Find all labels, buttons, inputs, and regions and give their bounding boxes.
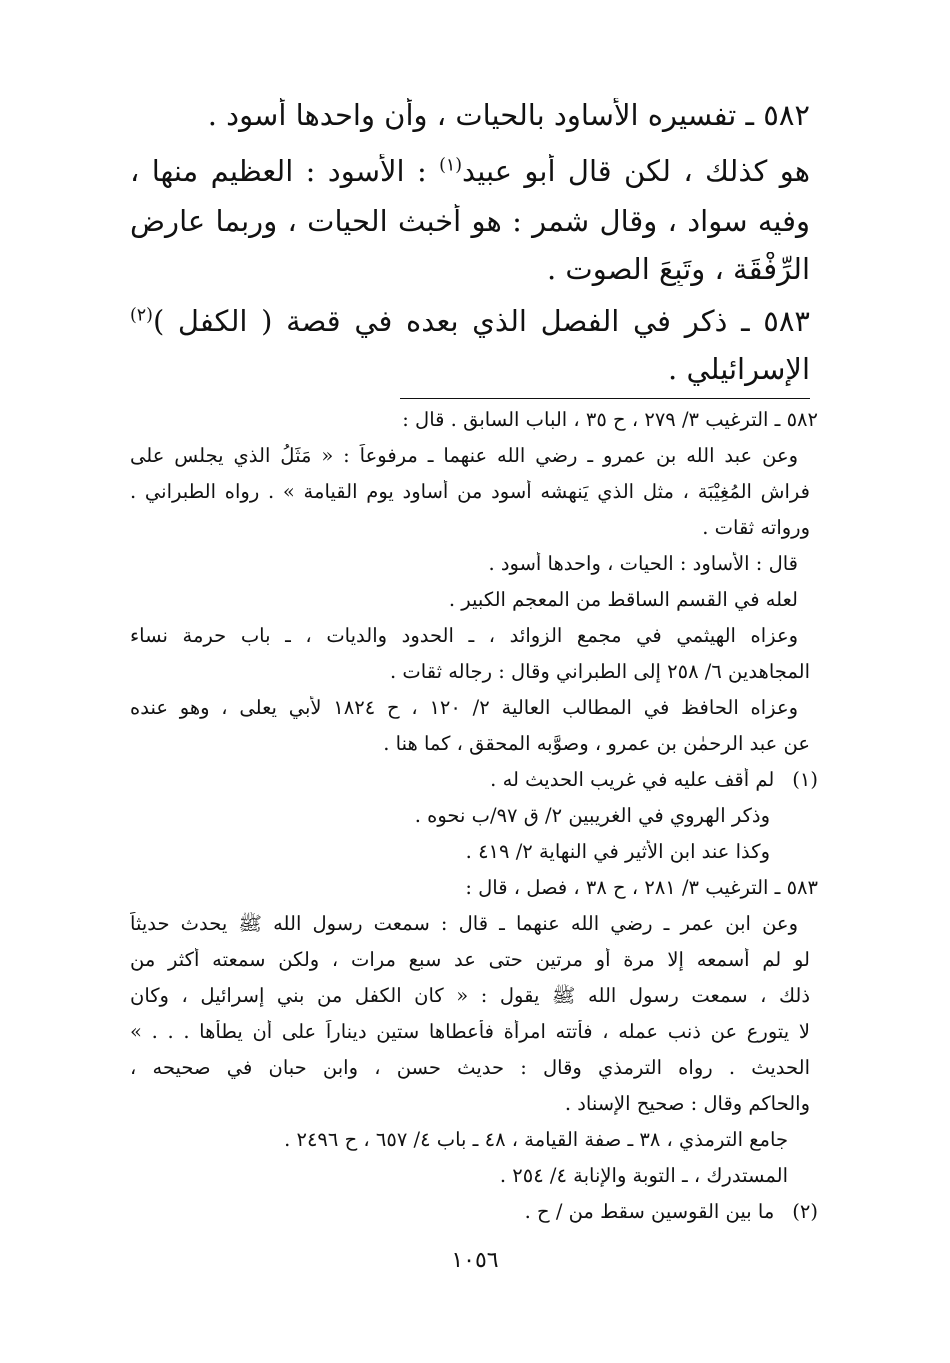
footnote-separator: [400, 398, 810, 399]
footnote-2-number: (٢): [792, 1200, 818, 1223]
fn-line: والحاكم وقال : صحيح الإسناد .: [564, 1092, 810, 1115]
page-number: ١٠٥٦: [451, 1248, 499, 1273]
footnote-1-number: (١): [792, 768, 818, 791]
fn-line: جامع الترمذي ، ٣٨ ـ صفة القيامة ، ٤٨ ـ باب ٤/ ٦٥٧ ، ح ٢٤٩٦ .: [284, 1128, 788, 1151]
fn-line: الحديث . رواه الترمذي وقال : حديث حسن ، وابن حبان في صحيحه ،: [130, 1056, 810, 1079]
fn-line: لا يتورع عن ذنب عمله ، فأتته امرأة فأعطاها ستين ديناراً على أن يطأها . . . »: [130, 1020, 810, 1043]
footnote-1-text: لم أقف عليه في غريب الحديث له .: [490, 768, 775, 791]
footnote-2: [130, 1200, 818, 1223]
heading-582: ٥٨٢ ـ تفسيره الأساود بالحيات ، وأن واحدها أسود .: [207, 98, 810, 132]
fn-line: وعزاه الحافظ في المطالب العالية ٢/ ١٢٠ ، ح ١٨٢٤ لأبي يعلى ، وهو عنده: [130, 696, 798, 719]
fn-line: لو لم أسمعه إلا مرة أو مرتين حتى عد سبع مرات ، ولكن سمعته أكثر من: [130, 948, 810, 971]
fn-line: المستدرك ، ـ التوبة والإنابة ٤/ ٢٥٤ .: [499, 1164, 788, 1187]
fn-line: وعزاه الهيثمي في مجمع الزوائد ، ـ الحدود والديات ، ـ باب حرمة نساء: [130, 624, 798, 647]
fn-583-source: ٥٨٣ ـ الترغيب ٣/ ٢٨١ ، ح ٣٨ ، فصل ، قال :: [465, 876, 818, 899]
fn-line: ورواته ثقات .: [702, 516, 810, 539]
footnote-2-text: ما بين القوسين سقط من / ح .: [524, 1200, 775, 1223]
main-line-2: وفيه سواد ، وقال شمر : هو أخبث الحيات ، وربما عارض: [130, 204, 810, 238]
main-line-3: الرِّفْقَة ، وتَبِعَ الصوت .: [546, 252, 810, 286]
fn-582-source: ٥٨٢ ـ الترغيب ٣/ ٢٧٩ ، ح ٣٥ ، الباب السابق . قال :: [402, 408, 818, 431]
fn-line: لعله في القسم الساقط من المعجم الكبير .: [448, 588, 798, 611]
fn-line: فراش المُغِيْبَة ، مثل الذي يَنهشه أسود من أساود يوم القيامة » . رواه الطبراني .: [130, 480, 810, 503]
heading-583-cont: الإسرائيلي .: [668, 352, 810, 386]
main-line-1-b: : الأسود : العظيم منها ،: [130, 154, 440, 188]
fn-line: المجاهدين ٦/ ٢٥٨ إلى الطبراني وقال : رجاله ثقات .: [390, 660, 810, 683]
footnote-ref-2: (٢): [130, 305, 153, 326]
fn-line: عن عبد الرحمٰن بن عمرو ، وصوَّبه المحقق ، كما هنا .: [383, 732, 810, 755]
fn-line: قال : الأساود : الحيات ، واحدها أسود .: [488, 552, 798, 575]
fn-line: وعن ابن عمر ـ رضي الله عنهما ـ قال : سمعت رسول الله ﷺ يحدث حديثاً: [130, 912, 798, 935]
main-line-1: [130, 154, 810, 188]
fn-line: ذلك ، سمعت رسول الله ﷺ يقول : « كان الكفل من بني إسرائيل ، وكان: [130, 984, 810, 1007]
fn-line: وذكر الهروي في الغريبين ٢/ ق ٩٧/ب نحوه .: [414, 804, 770, 827]
fn-line: وعن عبد الله بن عمرو ـ رضي الله عنهما ـ مرفوعاً : « مَثَلُ الذي يجلس على: [130, 444, 798, 467]
footnote-ref-1: (١): [439, 155, 463, 176]
heading-583: [130, 304, 810, 338]
heading-583-text: ٥٨٣ ـ ذكر في الفصل الذي بعده في قصة ( الكفل ): [152, 304, 810, 338]
main-line-1-a: هو كذلك ، لكن قال أبو عبيد: [462, 154, 810, 188]
footnote-1: [130, 768, 818, 791]
fn-line: وكذا عند ابن الأثير في النهاية ٢/ ٤١٩ .: [465, 840, 770, 863]
